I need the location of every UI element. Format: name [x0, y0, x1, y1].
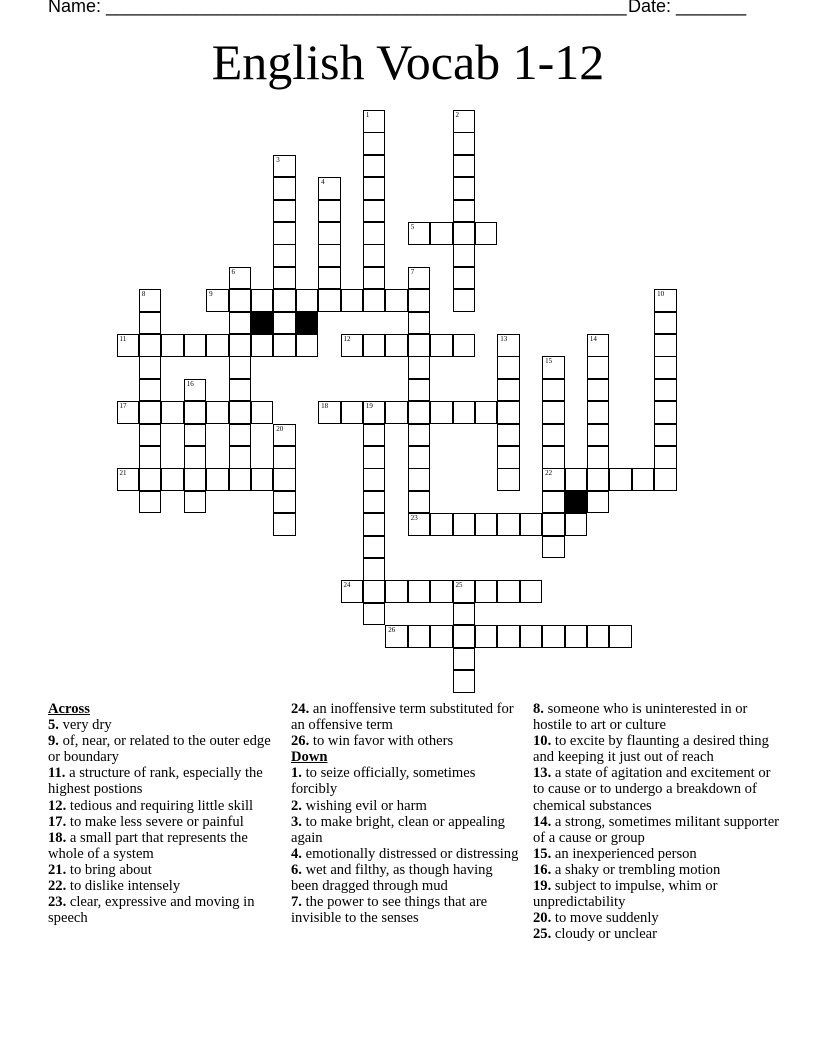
grid-cell[interactable]: [273, 267, 296, 290]
black-cell: [565, 491, 588, 514]
grid-cell[interactable]: [184, 446, 207, 469]
grid-cell[interactable]: [117, 468, 140, 491]
grid-cell[interactable]: [654, 334, 677, 357]
clue-item-text: to win favor with others: [309, 733, 454, 750]
grid-cell[interactable]: [587, 334, 610, 357]
grid-cell[interactable]: [139, 446, 162, 469]
clue-item-number: 24.: [291, 701, 310, 717]
clue-item-text: wet and filthy, as though having been dragged through mud: [291, 861, 493, 895]
grid-cell[interactable]: [408, 312, 431, 335]
grid-cell[interactable]: [206, 401, 229, 424]
grid-cell[interactable]: [184, 491, 207, 514]
grid-cell[interactable]: [363, 491, 386, 514]
grid-cell[interactable]: [184, 424, 207, 447]
grid-cell[interactable]: [273, 200, 296, 223]
grid-cell[interactable]: [273, 334, 296, 357]
clue-number: 21: [119, 469, 127, 478]
grid-cell[interactable]: [363, 200, 386, 223]
grid-cell[interactable]: [139, 356, 162, 379]
black-cell: [251, 312, 274, 335]
grid-cell[interactable]: [385, 625, 408, 648]
clue-item-number: 13.: [533, 765, 552, 782]
clue-item-text: a small part that represents the whole of a system: [48, 829, 248, 862]
clue-item-text: to dislike intensely: [66, 878, 181, 895]
grid-cell[interactable]: [408, 424, 431, 447]
grid-cell[interactable]: [273, 424, 296, 447]
clue-item-text: to make bright, clean or appealing again: [291, 813, 505, 846]
grid-cell[interactable]: [565, 513, 588, 536]
grid-cell[interactable]: [497, 334, 520, 357]
grid-cell[interactable]: [430, 513, 453, 536]
grid-cell[interactable]: [654, 446, 677, 469]
grid-cell[interactable]: [296, 289, 319, 312]
clues-column-2: [291, 701, 523, 926]
grid-cell[interactable]: [363, 603, 386, 626]
grid-cell[interactable]: [385, 289, 408, 312]
grid-cell[interactable]: [408, 468, 431, 491]
grid-cell[interactable]: [497, 401, 520, 424]
grid-cell[interactable]: [341, 401, 364, 424]
grid-cell[interactable]: [117, 334, 140, 357]
clue-item-text: clear, expressive and moving in speech: [48, 894, 255, 927]
grid-cell[interactable]: [497, 446, 520, 469]
grid-cell[interactable]: [318, 222, 341, 245]
grid-cell[interactable]: [654, 424, 677, 447]
clue-number: 12: [343, 335, 351, 343]
grid-cell[interactable]: [542, 491, 565, 514]
clue-item: [291, 814, 523, 846]
clue-item: [291, 765, 523, 797]
clue-item-text: wishing evil or harm: [301, 797, 427, 814]
grid-cell[interactable]: [475, 625, 498, 648]
clue-item-text: emotionally distressed or distressing: [301, 845, 519, 862]
grid-cell[interactable]: [453, 132, 476, 155]
clue-number: 15: [545, 357, 553, 366]
grid-cell[interactable]: [184, 401, 207, 424]
grid-cell[interactable]: [542, 446, 565, 469]
grid-cell[interactable]: [475, 580, 498, 603]
clue-item-number: 6.: [291, 861, 302, 878]
grid-cell[interactable]: [229, 446, 252, 469]
grid-cell[interactable]: [318, 244, 341, 267]
clue-item-text: of, near, or related to the outer edge or boundary: [48, 733, 271, 766]
grid-cell[interactable]: [117, 401, 140, 424]
clue-item-number: 3.: [291, 813, 302, 830]
clue-item-number: 2.: [291, 797, 302, 814]
grid-cell[interactable]: [430, 334, 453, 357]
clue-item-text: cloudy or unclear: [551, 926, 658, 943]
clue-item-number: 12.: [48, 797, 67, 814]
clue-number: 17: [119, 402, 127, 411]
grid-cell[interactable]: [139, 289, 162, 312]
grid-cell[interactable]: [161, 468, 184, 491]
clue-number: 1: [365, 111, 370, 119]
grid-cell[interactable]: [139, 468, 162, 491]
grid-cell[interactable]: [654, 356, 677, 379]
clue-item-text: the power to see things that are invisible to the senses: [291, 894, 488, 927]
grid-cell[interactable]: [273, 491, 296, 514]
grid-cell[interactable]: [542, 625, 565, 648]
clue-item-text: an inoffensive term substituted for an offensive term: [291, 701, 514, 734]
clue-item: [48, 717, 280, 733]
grid-cell[interactable]: [229, 334, 252, 357]
grid-cell[interactable]: [587, 625, 610, 648]
grid-cell[interactable]: [609, 625, 632, 648]
clue-number: 5: [410, 223, 415, 231]
clue-item: [533, 733, 783, 765]
grid-cell[interactable]: [609, 468, 632, 491]
clue-number: 16: [186, 379, 194, 388]
clue-item-text: a strong, sometimes militant supporter of a cause or group: [533, 813, 780, 846]
clue-item-number: 10.: [533, 733, 552, 750]
grid-cell[interactable]: [453, 200, 476, 223]
grid-cell[interactable]: [363, 110, 386, 133]
grid-cell[interactable]: [184, 379, 207, 402]
grid-cell[interactable]: [542, 424, 565, 447]
grid-cell[interactable]: [341, 334, 364, 357]
clue-number: 20: [276, 424, 284, 433]
grid-cell[interactable]: [587, 446, 610, 469]
grid-cell[interactable]: [453, 513, 476, 536]
grid-cell[interactable]: [408, 625, 431, 648]
clue-item: [48, 862, 280, 878]
clue-number: 18: [321, 402, 329, 411]
across-heading: Across: [48, 701, 90, 717]
clue-item: [533, 765, 783, 813]
grid-cell[interactable]: [408, 513, 431, 536]
grid-cell[interactable]: [453, 110, 476, 133]
grid-cell[interactable]: [318, 401, 341, 424]
grid-cell[interactable]: [273, 177, 296, 200]
clue-item-text: subject to impulse, whim or unpredictability: [533, 878, 718, 911]
grid-cell[interactable]: [229, 267, 252, 290]
grid-cell[interactable]: [587, 356, 610, 379]
clue-item-text: a shaky or trembling motion: [551, 861, 721, 878]
grid-cell[interactable]: [318, 200, 341, 223]
grid-cell[interactable]: [273, 312, 296, 335]
clue-item-text: tedious and requiring little skill: [66, 797, 254, 814]
grid-cell[interactable]: [408, 289, 431, 312]
grid-cell[interactable]: [273, 155, 296, 178]
grid-cell[interactable]: [363, 155, 386, 178]
clue-item-text: to bring about: [66, 861, 152, 878]
clue-number: 10: [657, 290, 665, 299]
grid-cell[interactable]: [475, 513, 498, 536]
clue-item-number: 16.: [533, 861, 552, 878]
name-field-label: Name: ____________________________________________________: [48, 0, 627, 16]
grid-cell[interactable]: [453, 334, 476, 357]
grid-cell[interactable]: [296, 334, 319, 357]
grid-cell[interactable]: [542, 401, 565, 424]
clue-number: 6: [231, 267, 235, 276]
grid-cell[interactable]: [363, 446, 386, 469]
grid-cell[interactable]: [497, 468, 520, 491]
clue-number: 3: [276, 155, 280, 164]
grid-cell[interactable]: [453, 580, 476, 603]
clues-column-1: [48, 701, 280, 926]
grid-cell[interactable]: [654, 289, 677, 312]
clue-item: [291, 846, 523, 862]
clue-item-number: 20.: [533, 910, 552, 927]
clues-column-3: [533, 701, 783, 942]
grid-cell[interactable]: [453, 267, 476, 290]
grid-cell[interactable]: [341, 580, 364, 603]
grid-cell[interactable]: [587, 401, 610, 424]
grid-cell[interactable]: [273, 513, 296, 536]
clue-item: [533, 910, 783, 926]
grid-cell[interactable]: [453, 625, 476, 648]
grid-cell[interactable]: [251, 468, 274, 491]
clue-number: 14: [589, 335, 597, 343]
grid-cell[interactable]: [318, 289, 341, 312]
clue-item: [291, 733, 523, 749]
clue-item-number: 22.: [48, 878, 67, 895]
grid-cell[interactable]: [497, 356, 520, 379]
grid-cell[interactable]: [229, 356, 252, 379]
clue-item-text: to excite by flaunting a desired thing and keeping it just out of reach: [533, 733, 769, 766]
down-heading: Down: [291, 749, 328, 766]
grid-cell[interactable]: [497, 379, 520, 402]
clue-item-text: very dry: [58, 717, 112, 734]
clue-number: 26: [388, 626, 396, 635]
clue-item: [48, 878, 280, 894]
grid-cell[interactable]: [363, 267, 386, 290]
grid-cell[interactable]: [497, 625, 520, 648]
grid-cell[interactable]: [318, 267, 341, 290]
grid-cell[interactable]: [654, 312, 677, 335]
grid-cell[interactable]: [654, 401, 677, 424]
grid-cell[interactable]: [453, 222, 476, 245]
grid-cell[interactable]: [408, 401, 431, 424]
clue-number: 7: [410, 267, 415, 276]
clue-item: [48, 830, 280, 862]
grid-cell[interactable]: [139, 312, 162, 335]
grid-cell[interactable]: [475, 222, 498, 245]
grid-cell[interactable]: [363, 334, 386, 357]
clue-item-text: to move suddenly: [551, 910, 659, 927]
clue-item-text: a structure of rank, especially the highest postions: [48, 765, 263, 798]
grid-cell[interactable]: [273, 222, 296, 245]
grid-cell[interactable]: [139, 491, 162, 514]
clue-number: 4: [321, 178, 325, 187]
grid-cell[interactable]: [229, 289, 252, 312]
grid-cell[interactable]: [363, 424, 386, 447]
grid-cell[interactable]: [273, 289, 296, 312]
grid-cell[interactable]: [632, 468, 655, 491]
clue-item-number: 8.: [533, 701, 544, 717]
clue-item-number: 4.: [291, 845, 302, 862]
clue-item: [48, 798, 280, 814]
grid-cell[interactable]: [229, 379, 252, 402]
clue-item: [48, 894, 280, 926]
grid-cell[interactable]: [139, 401, 162, 424]
clue-item-number: 5.: [48, 717, 59, 734]
grid-cell[interactable]: [587, 379, 610, 402]
grid-cell[interactable]: [408, 580, 431, 603]
grid-cell[interactable]: [430, 625, 453, 648]
grid-cell[interactable]: [363, 222, 386, 245]
clue-number: 11: [119, 335, 127, 343]
grid-cell[interactable]: [385, 580, 408, 603]
grid-cell[interactable]: [542, 468, 565, 491]
clue-item: [48, 765, 280, 797]
clue-item-number: 25.: [533, 926, 552, 943]
grid-cell[interactable]: [542, 379, 565, 402]
grid-cell[interactable]: [363, 244, 386, 267]
grid-cell[interactable]: [251, 289, 274, 312]
grid-cell[interactable]: [363, 513, 386, 536]
grid-cell[interactable]: [206, 334, 229, 357]
grid-cell[interactable]: [520, 625, 543, 648]
grid-cell[interactable]: [229, 312, 252, 335]
grid-cell[interactable]: [654, 468, 677, 491]
clue-item-number: 15.: [533, 845, 552, 862]
grid-cell[interactable]: [363, 177, 386, 200]
clue-number: 22: [545, 469, 553, 478]
grid-cell[interactable]: [273, 468, 296, 491]
grid-cell[interactable]: [497, 424, 520, 447]
clue-number: 19: [365, 402, 373, 411]
grid-cell[interactable]: [161, 334, 184, 357]
clue-item-text: to make less severe or painful: [66, 813, 244, 830]
clue-item: [533, 878, 783, 910]
grid-cell[interactable]: [453, 603, 476, 626]
date-field-label: Date: _______: [628, 0, 747, 16]
grid-cell[interactable]: [408, 222, 431, 245]
clue-item-number: 18.: [48, 829, 67, 846]
black-cell: [296, 312, 319, 335]
grid-cell[interactable]: [654, 379, 677, 402]
clue-item: [533, 814, 783, 846]
grid-cell[interactable]: [206, 289, 229, 312]
grid-cell[interactable]: [587, 468, 610, 491]
clue-item-number: 7.: [291, 894, 302, 911]
clue-item: [48, 814, 280, 830]
grid-cell[interactable]: [385, 334, 408, 357]
grid-cell[interactable]: [430, 222, 453, 245]
grid-cell[interactable]: [229, 468, 252, 491]
clue-item-number: 9.: [48, 733, 59, 750]
grid-cell[interactable]: [363, 580, 386, 603]
clue-number: 24: [343, 581, 351, 590]
grid-cell[interactable]: [497, 513, 520, 536]
grid-cell[interactable]: [408, 267, 431, 290]
clue-item: [533, 701, 783, 733]
grid-cell[interactable]: [587, 424, 610, 447]
clue-item-text: an inexperienced person: [551, 845, 697, 862]
clue-item: [48, 733, 280, 765]
grid-cell[interactable]: [453, 648, 476, 671]
grid-cell[interactable]: [453, 244, 476, 267]
grid-cell[interactable]: [520, 580, 543, 603]
clue-item-number: 14.: [533, 813, 552, 830]
grid-cell[interactable]: [453, 177, 476, 200]
grid-cell[interactable]: [453, 289, 476, 312]
grid-cell[interactable]: [408, 334, 431, 357]
grid-cell[interactable]: [363, 289, 386, 312]
grid-cell[interactable]: [363, 536, 386, 559]
grid-cell[interactable]: [184, 334, 207, 357]
grid-cell[interactable]: [341, 289, 364, 312]
grid-cell[interactable]: [430, 401, 453, 424]
clue-item-number: 17.: [48, 813, 67, 830]
grid-cell[interactable]: [542, 356, 565, 379]
clue-item: [291, 894, 523, 926]
clue-item-text: someone who is uninterested in or hostile to art or culture: [533, 701, 748, 734]
clue-item: [291, 798, 523, 814]
grid-cell[interactable]: [497, 580, 520, 603]
page-title: English Vocab 1-12: [211, 34, 605, 90]
grid-cell[interactable]: [139, 334, 162, 357]
clue-item: [291, 862, 523, 894]
clue-number: 2: [455, 111, 459, 119]
clue-item: [533, 862, 783, 878]
grid-cell[interactable]: [408, 379, 431, 402]
grid-cell[interactable]: [229, 424, 252, 447]
clue-item-number: 26.: [291, 733, 310, 750]
grid-cell[interactable]: [565, 468, 588, 491]
clue-item-text: to seize officially, sometimes forcibly: [291, 765, 476, 798]
grid-cell[interactable]: [273, 244, 296, 267]
grid-cell[interactable]: [453, 670, 476, 693]
grid-cell[interactable]: [587, 491, 610, 514]
clue-item: [291, 701, 523, 733]
grid-cell[interactable]: [542, 536, 565, 559]
grid-cell[interactable]: [229, 401, 252, 424]
clue-number: 9: [209, 290, 213, 299]
grid-cell[interactable]: [430, 580, 453, 603]
clue-item: [533, 846, 783, 862]
grid-cell[interactable]: [161, 401, 184, 424]
grid-cell[interactable]: [408, 491, 431, 514]
grid-cell[interactable]: [363, 132, 386, 155]
clue-number: 25: [455, 581, 463, 590]
grid-cell[interactable]: [408, 446, 431, 469]
grid-cell[interactable]: [273, 446, 296, 469]
grid-cell[interactable]: [251, 334, 274, 357]
grid-cell[interactable]: [542, 513, 565, 536]
grid-cell[interactable]: [475, 401, 498, 424]
grid-cell[interactable]: [363, 468, 386, 491]
grid-cell[interactable]: [453, 401, 476, 424]
clue-item-number: 11.: [48, 765, 66, 782]
clue-item-number: 23.: [48, 894, 67, 911]
clue-item-number: 21.: [48, 861, 67, 878]
grid-cell[interactable]: [184, 468, 207, 491]
clue-item: [533, 926, 783, 942]
grid-cell[interactable]: [139, 424, 162, 447]
clue-number: 8: [141, 290, 146, 299]
grid-cell[interactable]: [363, 558, 386, 581]
clue-item-number: 19.: [533, 878, 552, 895]
grid-cell[interactable]: [385, 401, 408, 424]
clue-item-text: a state of agitation and excitement or to cause or to undergo a breakdown of chemical substances: [533, 765, 771, 814]
grid-cell[interactable]: [139, 379, 162, 402]
grid-cell[interactable]: [520, 513, 543, 536]
clue-number: 23: [410, 514, 418, 523]
clue-item-number: 1.: [291, 765, 302, 782]
grid-cell[interactable]: [363, 401, 386, 424]
clue-number: 13: [500, 335, 508, 343]
grid-cell[interactable]: [318, 177, 341, 200]
grid-cell[interactable]: [565, 625, 588, 648]
grid-cell[interactable]: [206, 468, 229, 491]
grid-cell[interactable]: [408, 356, 431, 379]
grid-cell[interactable]: [251, 401, 274, 424]
grid-cell[interactable]: [453, 155, 476, 178]
